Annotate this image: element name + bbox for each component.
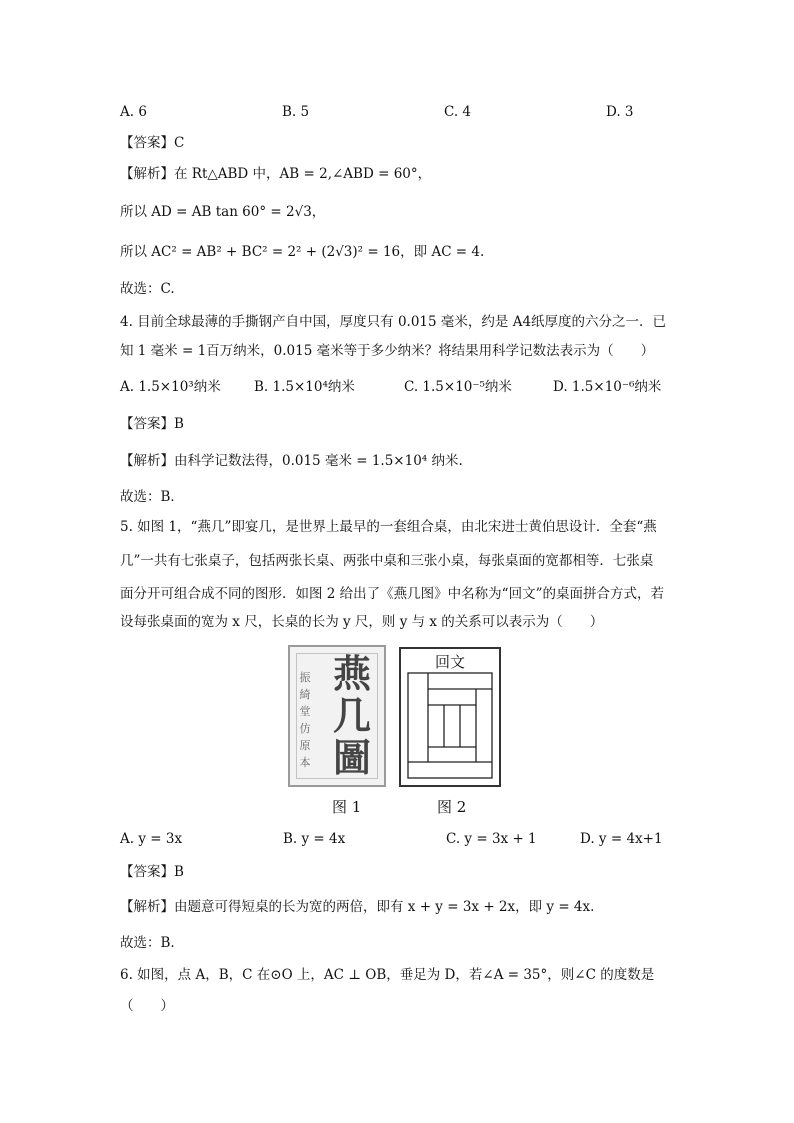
q5-option-d: D. y = 4x+1 <box>580 831 663 847</box>
figure-2-title: 回文 <box>434 653 465 671</box>
figure-2-table-layout <box>399 647 501 787</box>
q5-option-a: A. y = 3x <box>120 831 183 847</box>
q6-stem-line-1: 6. 如图，点 A，B，C 在⊙O 上，AC ⊥ OB，垂足为 D，若∠A = 35°，则∠C 的度数是 <box>120 967 655 983</box>
q4-analysis: 【解析】由科学记数法得，0.015 毫米 = 1.5×10⁴ 纳米. <box>120 453 463 469</box>
q5-stem-line-2: 几”一共有七张桌子，包括两张长桌、两张中桌和三张小桌，每张桌面的宽都相等．七张桌 <box>120 553 654 569</box>
figure-2-diagram <box>401 649 499 785</box>
q4-option-a: A. 1.5×10³纳米 <box>120 379 221 395</box>
q3-option-a: A. 6 <box>120 104 147 120</box>
q4-stem-line-2: 知 1 毫米 = 1百万纳米，0.015 毫米等于多少纳米？将结果用科学记数法表示为（ ） <box>120 343 655 359</box>
q4-option-d: D. 1.5×10⁻⁶纳米 <box>553 379 662 395</box>
q5-answer: 【答案】B <box>120 864 184 880</box>
figure-1-caption: 图 1 <box>332 798 362 816</box>
figure-1-side-text: 振綺堂仿原本 <box>299 671 311 769</box>
q3-conclusion: 故选：C. <box>120 281 175 297</box>
q5-analysis: 【解析】由题意可得短桌的长为宽的两倍，即有 x + y = 3x + 2x，即 y = 4x. <box>120 899 595 915</box>
q5-conclusion: 故选：B. <box>120 935 175 951</box>
q5-option-c: C. y = 3x + 1 <box>446 831 537 847</box>
q4-stem-line-1: 4. 目前全球最薄的手撕钢产自中国，厚度只有 0.015 毫米，约是 A4纸厚度的六分之一．已 <box>120 314 667 330</box>
q5-stem-line-1: 5. 如图 1，“燕几”即宴几，是世界上最早的一套组合桌，由北宋进士黄伯思设计．全套“燕 <box>120 519 657 535</box>
q4-option-c: C. 1.5×10⁻⁵纳米 <box>404 379 512 395</box>
q3-analysis-line-1: 【解析】在 Rt△ABD 中，AB = 2,∠ABD = 60°， <box>120 166 432 182</box>
q4-option-b: B. 1.5×10⁴纳米 <box>254 379 355 395</box>
figure-2-caption: 图 2 <box>437 798 467 816</box>
q3-option-b: B. 5 <box>282 104 310 120</box>
q4-answer: 【答案】B <box>120 416 184 432</box>
figure-1-book-cover <box>288 645 386 787</box>
q3-answer: 【答案】C <box>120 135 185 151</box>
q3-option-d: D. 3 <box>606 104 634 120</box>
figure-1-title-text: 燕几圖 <box>332 651 371 780</box>
q5-stem-line-4: 设每张桌面的宽为 x 尺，长桌的长为 y 尺，则 y 与 x 的关系可以表示为（ ） <box>120 614 604 630</box>
q4-conclusion: 故选：B． <box>120 489 184 505</box>
q5-stem-line-3: 面分开可组合成不同的图形．如图 2 给出了《燕几图》中名称为“回文”的桌面拼合方式，若 <box>120 586 664 602</box>
q5-option-b: B. y = 4x <box>283 831 346 847</box>
q3-analysis-line-3: 所以 AC² = AB² + BC² = 2² + (2√3)² = 16，即 AC = 4. <box>120 244 485 260</box>
q3-analysis-line-2: 所以 AD = AB tan 60° = 2√3， <box>120 204 326 220</box>
q6-stem-line-2: （ ） <box>120 998 174 1014</box>
q3-option-c: C. 4 <box>444 104 472 120</box>
